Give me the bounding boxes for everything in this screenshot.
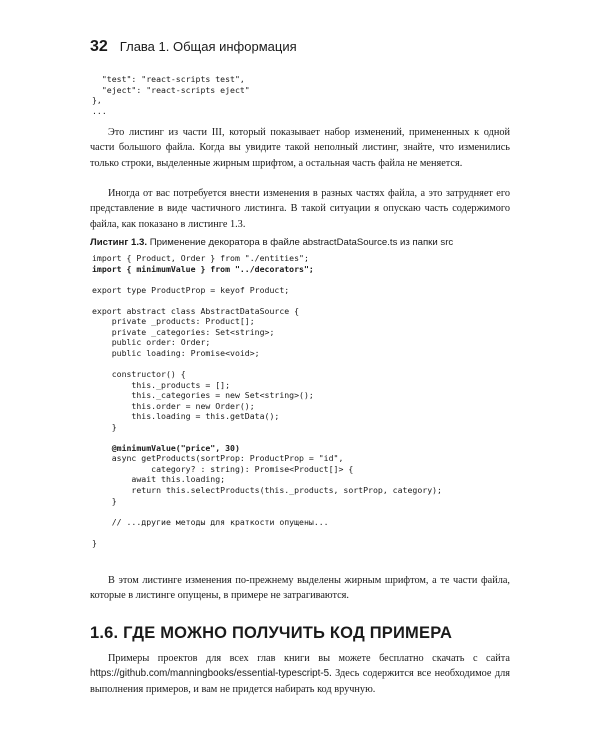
code-line: "test": "react-scripts test", (92, 74, 245, 84)
code-line: this._products = []; (92, 379, 231, 390)
code-line: }, (92, 95, 102, 106)
code-line: // ...другие методы для краткости опущены... (92, 516, 329, 527)
code-line: this.order = new Order(); (92, 400, 255, 411)
code-line: await this.loading; (92, 474, 226, 485)
code-line: export abstract class AbstractDataSource { (92, 305, 300, 316)
page-number: 32 (90, 38, 108, 55)
code-line: public loading: Promise<void>; (92, 347, 260, 358)
paragraph-text: Примеры проектов для всех глав книги вы можете бесплатно скачать с сайта (108, 653, 510, 664)
code-line: public order: Order; (92, 337, 211, 348)
code-line: export type ProductProp = keyof Product; (92, 284, 290, 295)
code-line: import { Product, Order } from "./entities"; (92, 253, 309, 263)
code-line: private _categories: Set<string>; (92, 326, 275, 337)
code-line: "eject": "react-scripts eject" (92, 84, 250, 95)
paragraph: В этом листинге изменения по-прежнему выделены жирным шрифтом, а те части файла, которые в листинге опущены, в примере не затрагиваются. (90, 575, 510, 602)
code-line: } (92, 495, 117, 506)
code-line: constructor() { (92, 369, 186, 380)
code-line: return this.selectProducts(this._products, sortProp, category); (92, 485, 442, 496)
paragraph: Иногда от вас потребуется внести изменения в разных частях файла, а это затрудняет его представление в виде частичного листинга. В такой ситуации я опускаю часть содержимого файла, как показано в листинге 1.3. (90, 188, 510, 230)
paragraph-text: . Здесь содержится все необходимое для выполнения примеров, и вам не придется набирать код вручную. (90, 668, 510, 695)
code-line: this._categories = new Set<string>(); (92, 390, 314, 401)
listing-caption-text: Применение декоратора в файле abstractDataSource.ts из папки src (147, 237, 454, 248)
code-line: import { minimumValue } from "../decorators"; (92, 263, 314, 274)
code-line: @minimumValue("price", 30) (92, 442, 240, 453)
code-line: } (92, 421, 117, 432)
code-line: async getProducts(sortProp: ProductProp = "id", (92, 453, 344, 464)
code-snippet-top (92, 74, 250, 116)
paragraph: Это листинг из части III, который показывает набор изменений, примененных к одной части большого файла. Когда вы увидите такой неполный листинг, знайте, что изменились только строки, выделенные жирным шрифтом, а остальная часть файла не меняется. (90, 127, 510, 169)
code-line: category? : string): Promise<Product[]> { (92, 463, 354, 474)
code-line: ... (92, 105, 107, 116)
listing-caption (90, 237, 530, 248)
github-link[interactable]: https://github.com/manningbooks/essential-typescript-5 (90, 668, 330, 680)
page-header (90, 38, 297, 56)
paragraph (90, 651, 510, 697)
chapter-title: Глава 1. Общая информация (119, 39, 297, 54)
code-line: private _products: Product[]; (92, 316, 255, 327)
section-heading: 1.6. ГДЕ МОЖНО ПОЛУЧИТЬ КОД ПРИМЕРА (90, 624, 453, 642)
code-listing (92, 253, 442, 548)
code-line: } (92, 537, 97, 548)
code-line: this.loading = this.getData(); (92, 411, 280, 422)
listing-label: Листинг 1.3. (90, 237, 148, 248)
